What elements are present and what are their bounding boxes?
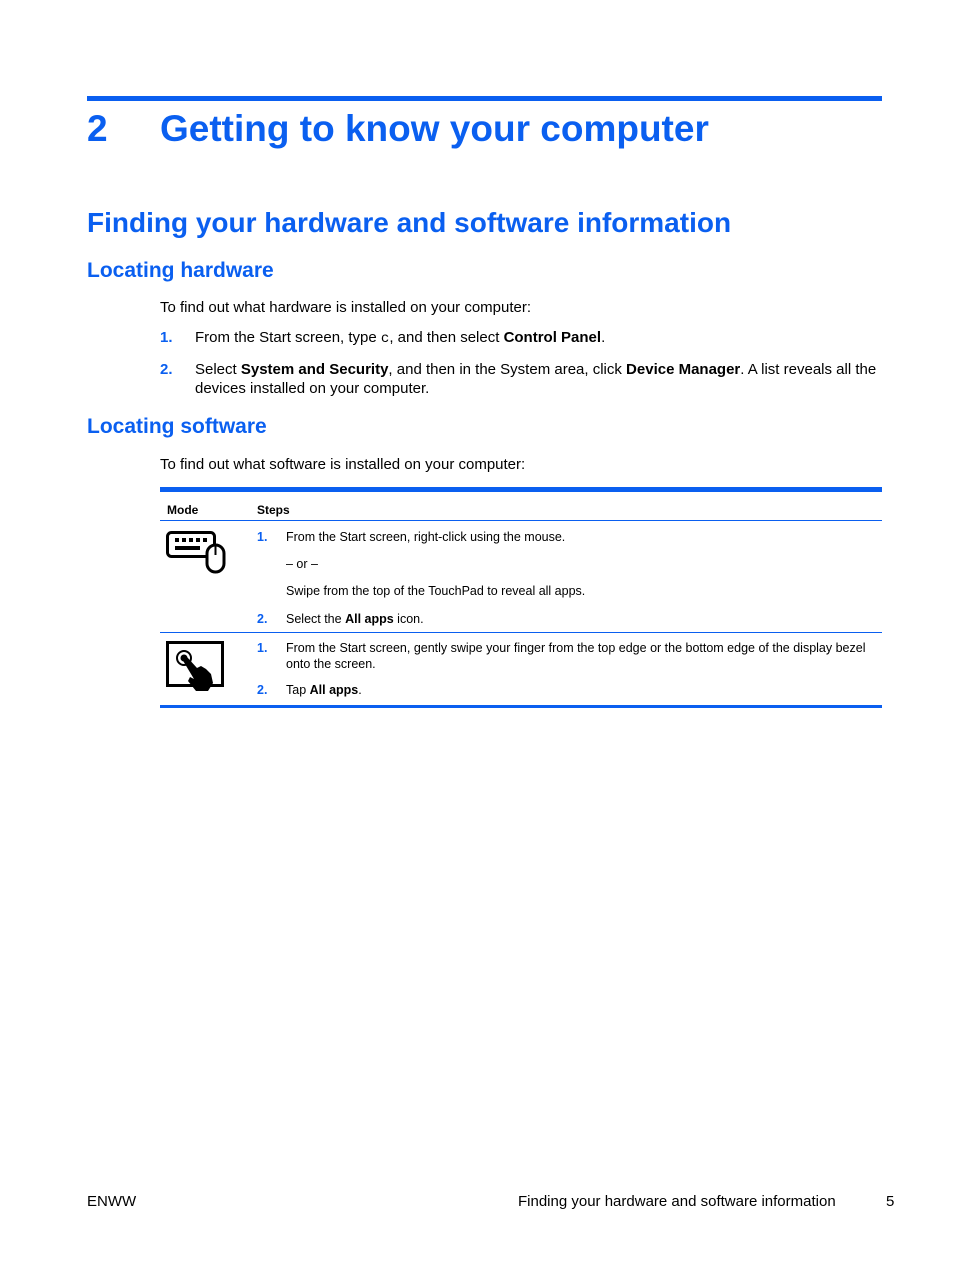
- table-row: [160, 521, 882, 633]
- keystroke-code: c: [380, 331, 390, 347]
- step-number: 2.: [160, 361, 173, 378]
- step-text: .: [601, 329, 606, 346]
- step-text: icon.: [393, 612, 424, 626]
- page-number: 5: [886, 1193, 895, 1210]
- step-number: 2.: [257, 683, 268, 697]
- step-number: 1.: [160, 329, 173, 346]
- touch-screen-icon: [166, 641, 226, 697]
- step-text: Select the: [286, 612, 346, 626]
- software-table: [160, 487, 882, 708]
- table-row: [160, 633, 882, 705]
- step-number: 1.: [257, 641, 268, 655]
- row1-step-1: [257, 529, 877, 545]
- hardware-intro: To find out what hardware is installed on your computer:: [160, 299, 532, 316]
- software-intro: To find out what software is installed on your computer:: [160, 456, 526, 473]
- step-number: 2.: [257, 612, 268, 626]
- step-text: Swipe from the top of the TouchPad to reveal all apps.: [286, 584, 586, 598]
- step-text: Tap: [286, 683, 310, 697]
- chapter-number: 2: [87, 108, 108, 149]
- step-text: Select: [195, 361, 241, 378]
- step-text: From the Start screen, gently swipe your finger from the top edge or the bottom edge of the display bezel onto the screen.: [286, 641, 866, 671]
- footer-left: ENWW: [87, 1193, 137, 1210]
- step-text: From the Start screen, right-click using the mouse.: [286, 530, 566, 544]
- row2-step-2: [257, 682, 877, 698]
- row1-swipe: [257, 583, 877, 599]
- device-manager-label: Device Manager: [626, 361, 741, 378]
- hardware-step-1: [160, 328, 882, 349]
- section-title: Finding your hardware and software information: [87, 207, 732, 238]
- chapter-rule: [87, 96, 882, 101]
- chapter-title: [87, 108, 709, 150]
- software-heading: Locating software: [87, 415, 267, 438]
- hardware-heading: Locating hardware: [87, 259, 274, 282]
- step-text: , and then select: [389, 329, 504, 346]
- all-apps-label: All apps: [345, 612, 394, 626]
- hardware-step-2: [160, 360, 882, 398]
- row1-or: [257, 556, 877, 572]
- row1-step-2: [257, 611, 877, 627]
- system-security-label: System and Security: [240, 361, 389, 378]
- steps-header: Steps: [257, 503, 290, 517]
- step-text: , and then in the System area, click: [388, 361, 627, 378]
- step-text: .: [358, 683, 362, 697]
- or-separator: – or –: [286, 557, 318, 571]
- footer-section: Finding your hardware and software information: [518, 1193, 836, 1210]
- step-text: From the Start screen, type: [195, 329, 381, 346]
- step-number: 1.: [257, 530, 268, 544]
- mode-header: Mode: [167, 503, 199, 517]
- all-apps-label: All apps: [309, 683, 359, 697]
- table-bottom-rule: [160, 705, 882, 708]
- step-text: . A list reveals all the devices installed on your computer.: [195, 361, 877, 397]
- keyboard-mouse-icon: [166, 531, 226, 579]
- row2-step-1: [257, 640, 877, 672]
- chapter-title-text: Getting to know your computer: [160, 108, 709, 149]
- table-header: [160, 492, 882, 521]
- control-panel-label: Control Panel: [503, 329, 602, 346]
